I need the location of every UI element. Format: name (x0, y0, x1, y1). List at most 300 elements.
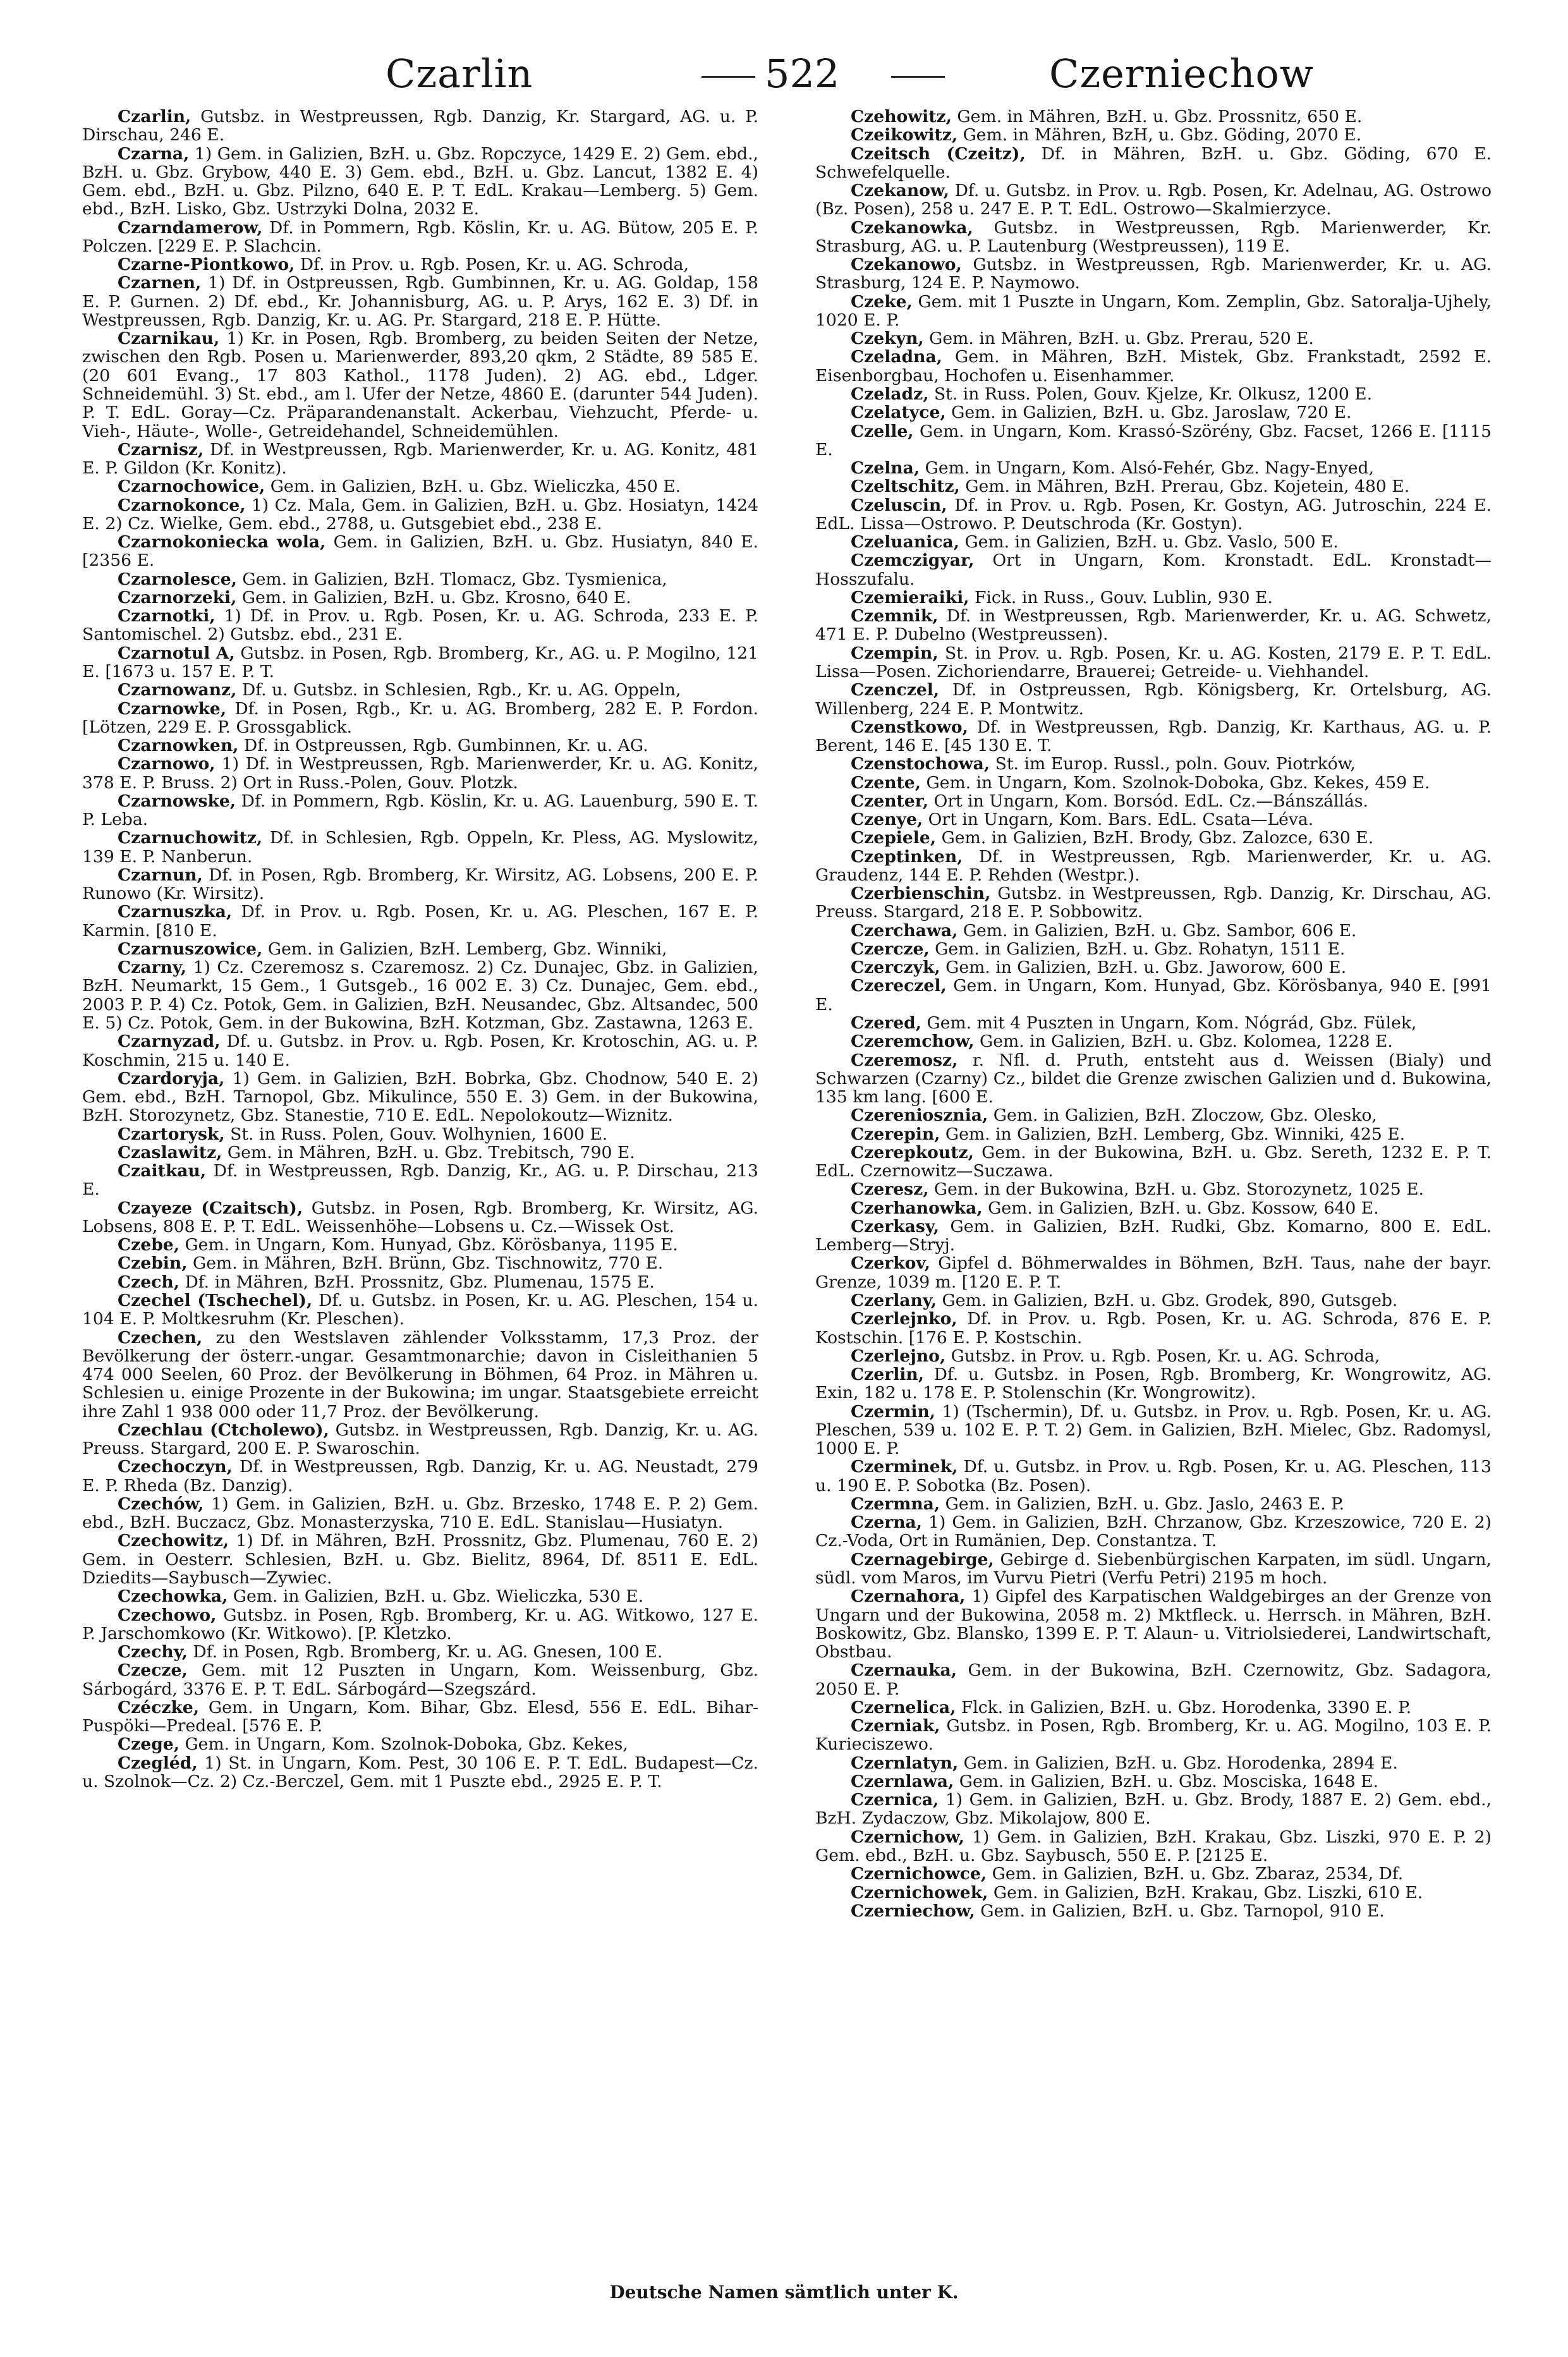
gazetteer-entry (82, 1643, 758, 1661)
entry-headword: Czemczigyar, (851, 551, 975, 571)
gazetteer-entry (82, 644, 758, 681)
entry-headword: Czernauka, (851, 1660, 957, 1681)
entry-text: Gem. in der Bukowina, BzH. Czernowitz, Gbz. Sadagora, 2050 E. P. (815, 1660, 1492, 1699)
gazetteer-entry (815, 884, 1492, 922)
entry-text: Gutsbz. in Westpreussen, Rgb. Danzig, Kr. Stargard, AG. u. P. Dirschau, 246 E. (82, 107, 758, 145)
entry-text: Df. in Westpreussen, Rgb. Danzig, Kr. Karthaus, AG. u. P. Berent, 146 E. [45 130 E. T. (815, 717, 1492, 756)
entry-text: Gutsbz. in Posen, Rgb. Bromberg, Kr. u. AG. Witkowo, 127 E. P. Jarschomkowo (Kr. Witkowo). [P. Kletzko. (82, 1605, 758, 1643)
gazetteer-entry (82, 441, 758, 478)
entry-text: Gem. in Mähren, BzH. u. Gbz. Prerau, 520 E. (929, 329, 1314, 349)
gazetteer-entry (82, 1329, 758, 1421)
gazetteer-entry (815, 1754, 1492, 1772)
entry-text: Gem. in Galizien, BzH. u. Gbz. Husiatyn, 840 E. [2356 E. (82, 532, 758, 571)
entry-headword: Czarnyzad, (118, 1032, 221, 1052)
entry-headword: Czarnowke, (118, 698, 227, 719)
entry-text: Df. in Prov. u. Rgb. Posen, Kr. Gostyn, AG. Jutroschin, 224 E. EdL. Lissa—Ostrowo. P. Deutschroda (Kr. Gostyn). (815, 495, 1492, 533)
entry-headword: Czerkasy, (851, 1216, 939, 1236)
entry-text: Gem. in Galizien, BzH. u. Gbz. Jaworow, 600 E. (945, 958, 1347, 978)
entry-text: 1) Gem. in Galizien, BzH. Bobrka, Gbz. Chodnow, 540 E. 2) Gem. ebd., BzH. Tarnopol, Gbz. Mikulince, 550 E. 3) Gem. in der Bukowina, BzH. Storozynetz, Gbz. Stanestie, 710 E. EdL. Nepolokoutz—Wiznitz. (82, 1068, 758, 1126)
entry-text: Gem. in Galizien, BzH. u. Gbz. Jaroslaw, 720 E. (951, 403, 1352, 423)
entry-headword: Czerchawa, (851, 920, 958, 941)
entry-headword: Czarndamerow, (118, 217, 263, 238)
entry-headword: Czerhanowka, (851, 1198, 983, 1218)
gazetteer-entry (82, 1291, 758, 1329)
entry-text: Gem. in Mähren, BzH. Brünn, Gbz. Tischnowitz, 770 E. (192, 1253, 664, 1274)
entry-headword: Czerkov, (851, 1253, 930, 1274)
entry-text: Gutsbz. in Westpreussen, Rgb. Marienwerder, Kr. u. AG. Strasburg, 124 E. P. Naymowo. (815, 255, 1492, 293)
entry-headword: Czarnikau, (118, 329, 220, 349)
gazetteer-entry (815, 107, 1492, 126)
entry-headword: Czebe, (118, 1235, 179, 1255)
entry-text: 1) Kr. in Posen, Rgb. Bromberg, zu beiden Seiten der Netze, zwischen den Rgb. Posen u. Marienwerder, 893,20 qkm, 2 Städte, 89 585 E. (20 601 Evang., 17 803 Kathol., 1178 Juden). 2) AG. ebd., Ldger. Schneidemühl. 3) St. ebd., am l. Ufer der Netze, 4860 E. (darunter 544 Juden). P. T. EdL. Goray—Cz. Präparandenanstalt. Ackerbau, Viehzucht, Pferde- u. Vieh-, Häute-, Wolle-, Getreidehandel, Schneidemühlen. (82, 329, 758, 441)
gazetteer-entry (815, 977, 1492, 1014)
entry-text: Gem. in Galizien, BzH. Zloczow, Gbz. Olesko, (993, 1105, 1377, 1126)
gazetteer-entry (815, 1865, 1492, 1883)
entry-headword: Czenstochowa, (851, 754, 990, 774)
entry-headword: Czercze, (851, 939, 930, 959)
entry-text: Df. in Mähren, BzH. Prossnitz, Gbz. Plumenau, 1575 E. (185, 1272, 655, 1292)
entry-headword: Czarnuszowice, (118, 939, 263, 959)
gazetteer-entry (815, 496, 1492, 533)
gazetteer-entry (815, 126, 1492, 144)
entry-text: zu den Westslaven zählender Volksstamm, 17,3 Proz. der Bevölkerung der österr.-ungar. Gesamtmonarchie; davon in Cisleithanien 5 474 000 Seelen, 60 Proz. der Bevölkerung in Böhmen, 64 Proz. in Mähren u. Schlesien u. einige Prozente in der Bukowina; im ungar. Staatsgebiete erreicht ihre Zahl 1 938 000 oder 11,7 Proz. der Bevölkerung. (82, 1327, 758, 1422)
gazetteer-entry (82, 1254, 758, 1272)
entry-headword: Czehowitz, (851, 107, 952, 126)
gazetteer-entry (82, 792, 758, 829)
gazetteer-entry (82, 107, 758, 145)
entry-text: Df. in Pommern, Rgb. Köslin, Kr. u. AG. Lauenburg, 590 E. T. P. Leba. (82, 791, 758, 830)
gazetteer-entry (82, 681, 758, 699)
entry-headword: Czerlin, (851, 1365, 924, 1385)
entry-text: Df. in Westpreussen, Rgb. Danzig, Kr. u. AG. Neustadt, 279 E. P. Rheda (Bz. Danzig). (82, 1457, 758, 1495)
entry-headword: Czekanowo, (851, 255, 962, 275)
entry-text: Df. in Ostpreussen, Rgb. Gumbinnen, Kr. u. AG. (243, 736, 648, 756)
entry-headword: Czemnik, (851, 606, 939, 626)
entry-text: 1) Gem. in Galizien, BzH. Chrzanow, Gbz. Krzeszowice, 720 E. 2) Cz.-Voda, Ort in Rumänien, Dep. Constantza. T. (815, 1513, 1492, 1551)
entry-text: Gutsbz. in Posen, Rgb. Bromberg, Kr. u. AG. Mogilno, 103 E. P. Kurieciszewo. (815, 1716, 1492, 1755)
entry-headword: Czerczyk, (851, 958, 940, 978)
entry-headword: Czernichowek, (851, 1882, 988, 1903)
gazetteer-entry (82, 866, 758, 903)
gazetteer-entry (82, 329, 758, 441)
gazetteer-entry (815, 219, 1492, 256)
header-rule-right (891, 76, 945, 78)
entry-text: Df. in Posen, Rgb. Bromberg, Kr. u. AG. Gnesen, 100 E. (193, 1642, 663, 1662)
entry-text: Df. in Pommern, Rgb. Köslin, Kr. u. AG. Bütow, 205 E. P. Polczen. [229 E. P. Slachcin. (82, 217, 758, 256)
entry-headword: Czenczel, (851, 680, 940, 700)
entry-text: Ort in Ungarn, Kom. Borsód. EdL. Cz.—Bánszállás. (933, 791, 1368, 811)
gazetteer-entry (815, 1014, 1492, 1032)
entry-text: Df. u. Gutsbz. in Prov. u. Rgb. Posen, Kr. Krotoschin, AG. u. P. Koschmin, 215 u. 140 E. (82, 1032, 758, 1070)
gazetteer-entry (815, 1495, 1492, 1513)
entry-headword: Czarlin, (118, 107, 191, 126)
gazetteer-entry (815, 829, 1492, 847)
entry-headword: Czegléd, (118, 1753, 198, 1773)
entry-text: Gem. in der Bukowina, BzH. u. Gbz. Sereth, 1232 E. P. T. EdL. Czernowitz—Suczawa. (815, 1142, 1492, 1181)
entry-headword: Czernahora, (851, 1587, 966, 1607)
entry-text: Gutsbz. in Posen, Rgb. Bromberg, Kr., AG. u. P. Mogilno, 121 E. [1673 u. 157 E. P. T. (82, 643, 758, 681)
entry-headword: Czartorysk, (118, 1124, 225, 1144)
entry-text: Gem. in Ungarn, Kom. Hunyad, Gbz. Körösbanya, 1195 E. (185, 1235, 678, 1255)
entry-text: 1) Gem. in Galizien, BzH. u. Gbz. Ropczyce, 1429 E. 2) Gem. ebd., BzH. u. Gbz. Grybow, 440 E. 3) Gem. ebd., BzH. u. Gbz. Lancut, 1382 E. 4) Gem. ebd., BzH. u. Gbz. Pilzno, 640 E. P. T. EdL. Krakau—Lemberg. 5) Gem. ebd., BzH. Lisko, Gbz. Ustrzyki Dolna, 2032 E. (82, 143, 758, 219)
gazetteer-entry (815, 1310, 1492, 1347)
entry-headword: Czereniosznia, (851, 1105, 988, 1126)
gazetteer-entry (815, 551, 1492, 588)
gazetteer-entry (815, 403, 1492, 422)
gazetteer-entry (82, 1236, 758, 1254)
entry-headword: Czerniak, (851, 1716, 940, 1736)
gazetteer-entry (82, 496, 758, 533)
entry-text: Df. in Prov. u. Rgb. Posen, Kr. u. AG. Schroda, (300, 255, 689, 275)
header-rule-left (702, 76, 755, 78)
entry-headword: Czermin, (851, 1401, 936, 1422)
entry-text: 1) Gem. in Galizien, BzH. Krakau, Gbz. Liszki, 970 E. P. 2) Gem. ebd., BzH. u. Gbz. Saybusch, 550 E. P. [2125 E. (815, 1827, 1492, 1865)
entry-text: Gem. in Galizien, BzH. Lemberg, Gbz. Winniki, (267, 939, 667, 959)
entry-text: Gem. in Galizien, BzH. u. Gbz. Horodenka, 2894 E. (963, 1753, 1398, 1773)
entry-headword: Czermna, (851, 1494, 940, 1514)
entry-text: Df. in Westpreussen, Rgb. Marienwerder, Kr. u. AG. Graudenz, 144 E. P. Rehden (Westpr.). (815, 846, 1492, 885)
gazetteer-entry (815, 1458, 1492, 1495)
entry-text: Gem. in Galizien, BzH. Rudki, Gbz. Komarno, 800 E. EdL. Lemberg—Stryj. (815, 1216, 1492, 1255)
entry-headword: Czeladna, (851, 347, 942, 367)
gazetteer-entry (82, 588, 758, 607)
entry-headword: Czechów, (118, 1494, 204, 1514)
entry-headword: Czechowitz, (118, 1531, 229, 1551)
gazetteer-entry (815, 1199, 1492, 1217)
entry-headword: Czerepkoutz, (851, 1142, 974, 1162)
entry-headword: Czeitsch (Czeitz), (851, 143, 1026, 164)
entry-headword: Czernica, (851, 1790, 939, 1810)
gazetteer-entry (815, 607, 1492, 644)
entry-text: Gem. in Galizien, BzH. u. Gbz. Jaslo, 2463 E. P. (945, 1494, 1345, 1514)
entry-headword: Czarnokoniecka wola, (118, 532, 326, 552)
gazetteer-entry (82, 1698, 758, 1736)
entry-text: Gipfel d. Böhmerwaldes in Böhmen, BzH. Taus, nahe der bayr. Grenze, 1039 m. [120 E. P. T. (815, 1253, 1492, 1292)
gazetteer-entry (82, 940, 758, 958)
entry-text: Gutsbz. in Westpreussen, Rgb. Danzig, Kr. Dirschau, AG. Preuss. Stargard, 218 E. P. Sobbowitz. (815, 884, 1492, 922)
entry-text: Gem. in Mähren, BzH. Mistek, Gbz. Frankstadt, 2592 E. Eisenborgbau, Hochofen u. Eisenhammer. (815, 347, 1492, 386)
gazetteer-entry (815, 1698, 1492, 1717)
gazetteer-entry (815, 348, 1492, 385)
entry-text: Df. u. Gutsbz. in Prov. u. Rgb. Posen, Kr. Adelnau, AG. Ostrowo (Bz. Posen), 258 u. 247 E. P. T. EdL. Ostrowo—Skalmierzyce. (815, 181, 1492, 219)
entry-headword: Czechy, (118, 1642, 188, 1662)
entry-headword: Czekanow, (851, 181, 949, 201)
running-head-right: Czerniechow (1049, 51, 1314, 97)
gazetteer-entry (815, 459, 1492, 477)
entry-text: Gem. in Galizien, BzH. u. Gbz. Kossow, 640 E. (988, 1198, 1379, 1218)
entry-text: St. in Prov. u. Rgb. Posen, Kr. u. AG. Kosten, 2179 E. P. T. EdL. Lissa—Posen. Zichoriendarre, Brauerei; Getreide- u. Viehhandel. (815, 643, 1492, 681)
entry-text: 1) Cz. Mala, Gem. in Galizien, BzH. u. Gbz. Hosiatyn, 1424 E. 2) Cz. Wielke, Gem. ebd., 2788, u. Gutsgebiet ebd., 238 E. (82, 495, 758, 533)
entry-headword: Czerlany, (851, 1291, 937, 1310)
entry-headword: Czarne-Piontkowo, (118, 255, 295, 275)
entry-text: Gutsbz. in Prov. u. Rgb. Posen, Kr. u. AG. Schroda, (951, 1346, 1380, 1366)
gazetteer-entry (82, 903, 758, 940)
entry-text: Df. in Posen, Rgb., Kr. u. AG. Bromberg, 282 E. P. Fordon. [Lötzen, 229 E. P. Grossgablick. (82, 698, 758, 737)
entry-text: St. in Russ. Polen, Gouv. Wolhynien, 1600 E. (230, 1124, 608, 1144)
entry-headword: Czernichowce, (851, 1864, 987, 1884)
gazetteer-entry (82, 958, 758, 1032)
gazetteer-entry (82, 570, 758, 588)
entry-headword: Czepiele, (851, 828, 937, 848)
entry-headword: Czechen, (118, 1327, 203, 1348)
gazetteer-entry (815, 1032, 1492, 1051)
entry-headword: Czarnuchowitz, (118, 828, 263, 848)
gazetteer-entry (815, 1403, 1492, 1458)
gazetteer-entry (815, 1772, 1492, 1791)
entry-headword: Czerniechow, (851, 1901, 975, 1921)
entry-text: Df. in Mähren, BzH. u. Gbz. Göding, 670 E. Schwefelquelle. (815, 143, 1492, 182)
entry-headword: Czechoczyn, (118, 1457, 233, 1477)
gazetteer-entry (82, 607, 758, 644)
gazetteer-entry (815, 792, 1492, 810)
entry-headword: Czered, (851, 1013, 921, 1033)
entry-headword: Czege, (118, 1734, 179, 1755)
gazetteer-entry (815, 1661, 1492, 1698)
entry-headword: Czenstkowo, (851, 717, 968, 737)
entry-headword: Czeladz, (851, 384, 929, 404)
gazetteer-entry (815, 1125, 1492, 1143)
gazetteer-entry (82, 1661, 758, 1698)
entry-headword: Czayeze (Czaitsch), (118, 1198, 303, 1218)
entry-text: St. in Russ. Polen, Gouv. Kjelze, Kr. Olkusz, 1200 E. (933, 384, 1373, 404)
entry-headword: Czeke, (851, 291, 913, 312)
gazetteer-entry (815, 1513, 1492, 1550)
left-column (82, 107, 758, 1791)
gazetteer-entry (815, 385, 1492, 403)
entry-text: 1) Df. in Prov. u. Rgb. Posen, Kr. u. AG. Schroda, 233 E. P. Santomischel. 2) Gutsbz. ebd., 231 E. (82, 606, 758, 645)
entry-text: 1) Df. in Mähren, BzH. Prossnitz, Gbz. Plumenau, 760 E. 2) Gem. in Oesterr. Schlesien, BzH. u. Gbz. Bielitz, 8964, Df. 8511 E. EdL. Dziedits—Saybusch—Zywiec. (82, 1531, 758, 1588)
gazetteer-entry (815, 1365, 1492, 1403)
entry-text: Gutsbz. in Westpreussen, Rgb. Marienwerder, Kr. Strasburg, AG. u. P. Lautenburg (Westpreussen), 119 E. (815, 217, 1492, 256)
gazetteer-entry (815, 477, 1492, 496)
entry-headword: Czechel (Tschechel), (118, 1291, 313, 1310)
entry-text: Gem. in Mähren, BzH, u. Gbz. Göding, 2070 E. (963, 125, 1362, 145)
entry-text: Gem. in Galizien, BzH. u. Gbz. Vaslo, 500 E. (964, 532, 1339, 552)
entry-text: Df. u. Gutsbz. in Posen, Kr. u. AG. Pleschen, 154 u. 104 E. P. Moltkesruhm (Kr. Pleschen). (82, 1291, 758, 1329)
gazetteer-entry (82, 1143, 758, 1162)
gazetteer-entry (82, 1532, 758, 1587)
gazetteer-entry (815, 958, 1492, 977)
gazetteer-entry (815, 1550, 1492, 1588)
entry-headword: Czarnolesce, (118, 569, 237, 589)
gazetteer-entry (82, 1735, 758, 1753)
entry-headword: Czeremchow, (851, 1032, 975, 1052)
gazetteer-entry (815, 1180, 1492, 1198)
entry-text: Df. in Prov. u. Rgb. Posen, Kr. u. AG. Schroda, 876 E. P. Kostschin. [176 E. P. Kostschin. (815, 1309, 1492, 1348)
entry-headword: Czarnotki, (118, 606, 216, 626)
entry-headword: Czarny, (118, 958, 187, 978)
entry-text: Gutsbz. in Posen, Rgb. Bromberg, Kr. Wirsitz, AG. Lobsens, 808 E. P. T. EdL. Weissenhöhe—Lobsens u. Cz.—Wissek Ost. (82, 1198, 758, 1236)
entry-headword: Czelatyce, (851, 403, 946, 423)
gazetteer-entry (82, 829, 758, 866)
entry-text: Df. in Westpreussen, Rgb. Danzig, Kr., AG. u. P. Dirschau, 213 E. (82, 1161, 758, 1200)
gazetteer-entry (82, 274, 758, 329)
gazetteer-entry (815, 1217, 1492, 1255)
entry-text: Gem. in Ungarn, Kom. Alsó-Fehér, Gbz. Nagy-Enyed, (925, 458, 1375, 478)
entry-headword: Czardoryja, (118, 1068, 225, 1088)
entry-text: Gem. in Galizien, BzH. u. Gbz. Rohatyn, 1511 E. (935, 939, 1346, 959)
entry-headword: Czerna, (851, 1513, 923, 1533)
gazetteer-entry (815, 810, 1492, 829)
entry-text: Gem. mit 4 Puszten in Ungarn, Kom. Nógrád, Gbz. Fülek, (927, 1013, 1417, 1033)
entry-text: Df. in Posen, Rgb. Bromberg, Kr. Wirsitz, AG. Lobsens, 200 E. P. Runowo (Kr. Wirsitz). (82, 865, 758, 904)
entry-text: Df. in Westpreussen, Rgb. Marienwerder, Kr. u. AG. Konitz, 481 E. P. Gildon (Kr. Konitz). (82, 439, 758, 478)
entry-headword: Czernelica, (851, 1697, 956, 1717)
entry-headword: Czarnokonce, (118, 495, 246, 515)
entry-text: Fick. in Russ., Gouv. Lublin, 930 E. (974, 587, 1273, 607)
entry-headword: Czarnotul A, (118, 643, 235, 663)
entry-text: Gem. mit 12 Puszten in Ungarn, Kom. Weissenburg, Gbz. Sárbogárd, 3376 E. P. T. EdL. Sárbogárd—Szegszárd. (82, 1660, 758, 1699)
entry-text: Gem. in Ungarn, Kom. Szolnok-Doboka, Gbz. Kekes, 459 E. (926, 772, 1430, 793)
gazetteer-entry (815, 755, 1492, 773)
entry-text: Gebirge d. Siebenbürgischen Karpaten, im südl. Ungarn, südl. vom Maros, im Vurvu Pietri (Verfu Petri) 2195 m hoch. (815, 1549, 1492, 1588)
gazetteer-entry (815, 1884, 1492, 1902)
gazetteer-entry (815, 1828, 1492, 1865)
gazetteer-entry (82, 219, 758, 256)
gazetteer-entry (815, 1254, 1492, 1291)
entry-text: Df. in Westpreussen, Rgb. Marienwerder, Kr. u. AG. Schwetz, 471 E. P. Dubelno (Westpreussen). (815, 606, 1492, 645)
gazetteer-entry (82, 1273, 758, 1291)
entry-text: Df. in Prov. u. Rgb. Posen, Kr. u. AG. Pleschen, 167 E. P. Karmin. [810 E. (82, 902, 758, 941)
gazetteer-entry (82, 533, 758, 570)
entry-text: 1) Cz. Czeremosz s. Czaremosz. 2) Cz. Dunajec, Gbz. in Galizien, BzH. Neumarkt, 15 Gem., 1 Gutsgeb., 16 002 E. 3) Cz. Dunajec, Gem. ebd., 2003 P. P. 4) Cz. Potok, Gem. in Galizien, BzH. Neusandec, Gbz. Altsandec, 500 E. 5) Cz. Potok, Gem. in der Bukowina, BzH. Kotzman, Gbz. Zastawna, 1263 E. (82, 958, 758, 1033)
entry-headword: Czecze, (118, 1660, 188, 1681)
entry-text: Gem. in Galizien, BzH. u. Gbz. Wieliczka, 530 E. (233, 1587, 644, 1607)
entry-headword: Czerminek, (851, 1457, 958, 1477)
entry-text: Ort in Ungarn, Kom. Bars. EdL. Csata—Léva. (928, 810, 1314, 830)
gazetteer-entry (82, 255, 758, 274)
entry-text: Gutsbz. in Westpreussen, Rgb. Danzig, Kr. u. AG. Preuss. Stargard, 200 E. P. Swaroschin. (82, 1420, 758, 1459)
entry-text: 1) (Tschermin), Df. u. Gutsbz. in Prov. u. Rgb. Posen, Kr. u. AG. Pleschen, 539 u. 102 E. P. T. 2) Gem. in Galizien, BzH. Mielec, Gbz. Radomysl, 1000 E. P. (815, 1401, 1492, 1459)
entry-text: Ort in Ungarn, Kom. Kronstadt. EdL. Kronstadt—Hosszufalu. (815, 551, 1492, 589)
entry-text: r. Nfl. d. Pruth, entsteht aus d. Weissen (Bialy) und Schwarzen (Czarny) Cz., bildet die Grenze zwischen Galizien und d. Bukowina, 135 km lang. [600 E. (815, 1050, 1492, 1107)
entry-headword: Czarnisz, (118, 439, 204, 460)
entry-headword: Czeresz, (851, 1179, 929, 1200)
entry-headword: Czarnun, (118, 865, 203, 885)
gazetteer-entry (82, 736, 758, 755)
entry-headword: Czempin, (851, 643, 939, 663)
gazetteer-entry (82, 1587, 758, 1605)
entry-text: Gem. in Galizien, BzH. Brody, Gbz. Zalozce, 630 E. (941, 828, 1374, 848)
entry-headword: Czeluanica, (851, 532, 959, 552)
entry-headword: Czeikowitz, (851, 125, 958, 145)
entry-headword: Czeluscin, (851, 495, 947, 515)
gazetteer-entry (815, 718, 1492, 755)
gazetteer-entry (815, 644, 1492, 681)
gazetteer-entry (815, 1902, 1492, 1920)
gazetteer-entry (815, 922, 1492, 940)
entry-text: 1) Gipfel des Karpatischen Waldgebirges an der Grenze von Ungarn und der Bukowina, 2058 m. 2) Mktfleck. u. Herrsch. in Mähren, BzH. Boskowitz, Gbz. Blansko, 1399 E. P. T. Alaun- u. Vitriolsiederei, Landwirtschaft, Obstbau. (815, 1587, 1492, 1662)
entry-text: Gem. in Ungarn, Kom. Szolnok-Doboka, Gbz. Kekes, (185, 1734, 628, 1755)
gazetteer-entry (815, 1291, 1492, 1310)
gazetteer-entry (815, 329, 1492, 348)
entry-headword: Czerbienschin, (851, 884, 991, 904)
entry-text: Gem. in Galizien, BzH. u. Gbz. Zbaraz, 2534, Df. (992, 1864, 1404, 1884)
entry-text: Gem. in Mähren, BzH. u. Gbz. Trebitsch, 790 E. (227, 1142, 635, 1162)
running-head-left: Czarlin (386, 51, 533, 97)
gazetteer-entry (815, 1347, 1492, 1365)
entry-text: Gem. in Ungarn, Kom. Krassó-Szörény, Gbz. Facset, 1266 E. [1115 E. (815, 421, 1492, 460)
entry-text: Gem. in Galizien, BzH. u. Gbz. Krosno, 640 E. (241, 587, 631, 607)
entry-text: Df. u. Gutsbz. in Prov. u. Rgb. Posen, Kr. u. AG. Pleschen, 113 u. 190 E. P. Sobotka (Bz. Posen). (815, 1457, 1492, 1495)
gazetteer-entry (815, 848, 1492, 885)
gazetteer-entry (815, 681, 1492, 718)
entry-headword: Czernlawa, (851, 1771, 954, 1791)
entry-text: 1) Gem. in Galizien, BzH. u. Gbz. Brzesko, 1748 E. P. 2) Gem. ebd., BzH. Buczacz, Gbz. Monasterzyska, 710 E. EdL. Stanislau—Husiatyn. (82, 1494, 758, 1533)
gazetteer-entry (82, 1495, 758, 1532)
entry-headword: Czekyn, (851, 329, 924, 349)
entry-text: Df. in Schlesien, Rgb. Oppeln, Kr. Pless, AG. Myslowitz, 139 E. P. Nanberun. (82, 828, 758, 867)
entry-headword: Czechlau (Ctcholewo), (118, 1420, 329, 1440)
entry-headword: Czenter, (851, 791, 929, 811)
entry-text: Gem. in Mähren, BzH. u. Gbz. Prossnitz, 650 E. (957, 107, 1363, 126)
page-header (95, 38, 1510, 107)
entry-text: St. im Europ. Russl., poln. Gouv. Piotrków, (995, 754, 1356, 774)
gazetteer-entry (82, 1458, 758, 1495)
entry-text: 1) Df. in Ostpreussen, Rgb. Gumbinnen, Kr. u. AG. Goldap, 158 E. P. Gurnen. 2) Df. ebd., Kr. Johannisburg, AG. u. P. Arys, 162 E. 3) Df. in Westpreussen, Rgb. Danzig, Kr. u. AG. Pr. Stargard, 218 E. P. Hütte. (82, 273, 758, 330)
entry-headword: Czarnen, (118, 273, 202, 293)
entry-headword: Czenye, (851, 810, 923, 830)
entry-text: Df. in Ostpreussen, Rgb. Königsberg, Kr. Ortelsburg, AG. Willenberg, 224 E. P. Montwitz. (815, 680, 1492, 719)
entry-headword: Czekanowka, (851, 217, 973, 238)
gazetteer-entry (815, 1717, 1492, 1754)
gazetteer-entry (82, 700, 758, 737)
entry-headword: Czerepin, (851, 1124, 940, 1144)
gazetteer-entry (815, 1106, 1492, 1124)
entry-headword: Czaitkau, (118, 1161, 207, 1181)
footer-note: Deutsche Namen sämtlich unter K. (609, 2282, 959, 2303)
gazetteer-entry (82, 477, 758, 496)
entry-headword: Czemieraiki, (851, 587, 969, 607)
gazetteer-entry (815, 588, 1492, 607)
gazetteer-entry (82, 1754, 758, 1791)
entry-text: Flck. in Galizien, BzH. u. Gbz. Horodenka, 3390 E. P. (961, 1697, 1412, 1717)
entry-headword: Czeptinken, (851, 846, 963, 867)
gazetteer-entry (82, 1032, 758, 1069)
entry-headword: Czarnorzeki, (118, 587, 237, 607)
entry-text: Gem. in Galizien, BzH. u. Gbz. Wieliczka, 450 E. (270, 477, 681, 497)
page-number: 522 (765, 51, 840, 97)
entry-headword: Czéczke, (118, 1697, 200, 1717)
entry-text: 1) St. in Ungarn, Kom. Pest, 30 106 E. P. T. EdL. Budapest—Cz. u. Szolnok—Cz. 2) Cz.-Berczel, Gem. mit 1 Puszte ebd., 2925 E. P. T. (82, 1753, 758, 1791)
entry-text: 1) Df. in Westpreussen, Rgb. Marienwerder, Kr. u. AG. Konitz, 378 E. P. Bruss. 2) Ort in Russ.-Polen, Gouv. Plotzk. (82, 754, 758, 793)
gazetteer-entry (815, 422, 1492, 460)
entry-text: Df. u. Gutsbz. in Schlesien, Rgb., Kr. u. AG. Oppeln, (241, 680, 681, 700)
gazetteer-entry (815, 1587, 1492, 1661)
gazetteer-entry (815, 145, 1492, 182)
entry-text: Gem. in Galizien, BzH. u. Gbz. Mosciska, 1648 E. (959, 1771, 1379, 1791)
entry-text: Gem. in Mähren, BzH. Prerau, Gbz. Kojetein, 480 E. (965, 477, 1410, 497)
entry-headword: Czelna, (851, 458, 920, 478)
entry-text: Gem. in Galizien, BzH. u. Gbz. Grodek, 890, Gutsgeb. (942, 1291, 1398, 1310)
right-column (815, 107, 1492, 1920)
gazetteer-entry (815, 181, 1492, 219)
entry-headword: Czelle, (851, 421, 914, 441)
gazetteer-entry (815, 1791, 1492, 1828)
gazetteer-entry (815, 1051, 1492, 1107)
entry-text: Gem. in Galizien, BzH. u. Gbz. Tarnopol, 910 E. (980, 1901, 1385, 1921)
entry-text: Gem. in Ungarn, Kom. Bihar, Gbz. Elesd, 556 E. EdL. Bihar-Puspöki—Predeal. [576 E. P. (82, 1697, 758, 1736)
entry-headword: Czarnowske, (118, 791, 236, 811)
entry-headword: Czechowka, (118, 1587, 228, 1607)
gazetteer-entry (815, 940, 1492, 958)
entry-headword: Czarna, (118, 143, 190, 164)
entry-text: Gem. in Galizien, BzH. Krakau, Gbz. Liszki, 610 E. (993, 1882, 1423, 1903)
entry-headword: Czaslawitz, (118, 1142, 222, 1162)
entry-text: Gem. mit 1 Puszte in Ungarn, Kom. Zemplin, Gbz. Satoralja-Ujhely, 1020 E. P. (815, 291, 1492, 330)
entry-headword: Czarnochowice, (118, 477, 265, 497)
entry-headword: Czarnuszka, (118, 902, 233, 922)
